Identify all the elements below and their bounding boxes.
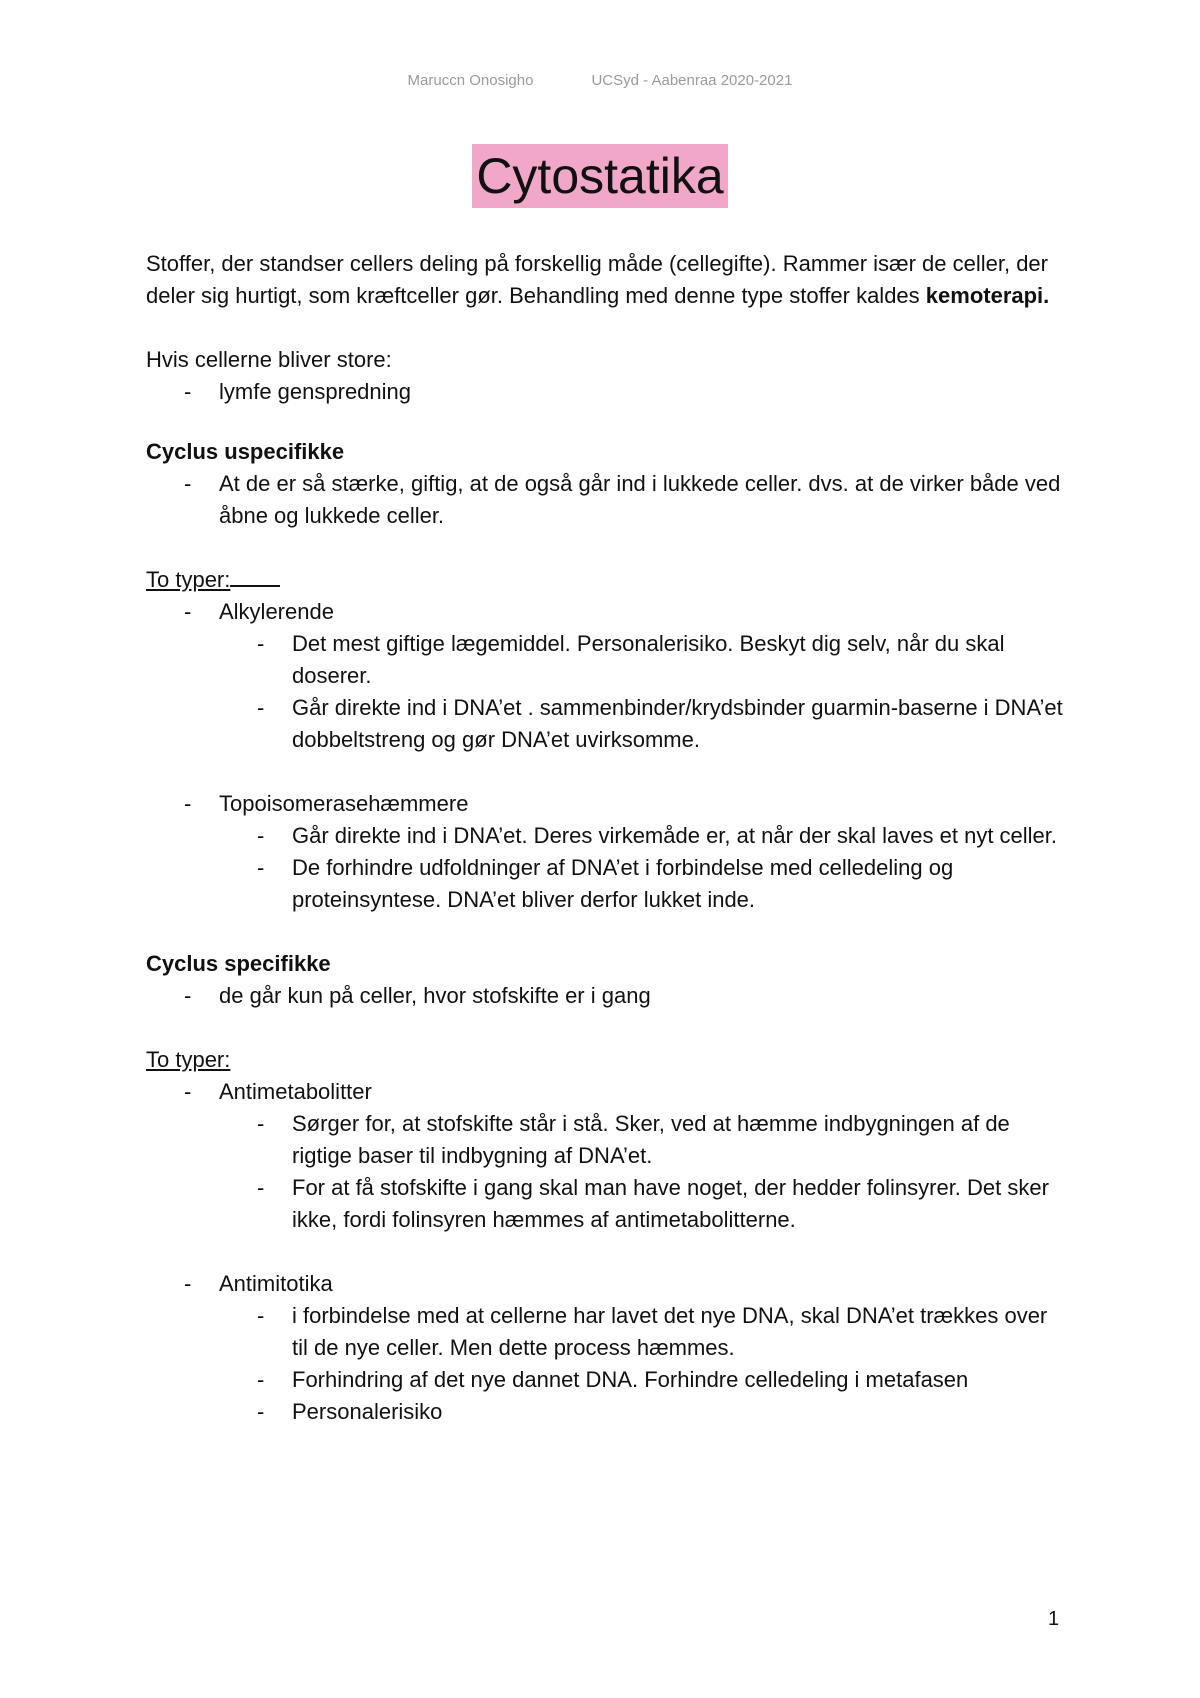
type-points xyxy=(219,820,1066,916)
specific-heading: Cyclus specifikke xyxy=(146,951,331,976)
list-item: - At de er så stærke, giftig, at de også går ind i lukkede celler. dvs. at de virker både ved åbne og lukkede celler. xyxy=(146,468,1066,532)
nonspecific-types-label xyxy=(146,564,1066,596)
intro-text: Stoffer, der standser cellers deling på forskellig måde (cellegifte). Rammer især de celler, der deler sig hurtigt, som kræftceller gør. Behandling med denne type stoffer kaldes xyxy=(146,251,1048,308)
types-label: To typer: xyxy=(146,1047,231,1072)
title-wrap xyxy=(0,144,1200,208)
list-item: - For at få stofskifte i gang skal man have noget, der hedder folinsyrer. Det sker ikke, fordi folinsyren hæmmes af antimetabolitterne. xyxy=(219,1172,1066,1236)
specific-types-list-2 xyxy=(146,1268,1066,1428)
header-author: Maruccn Onosigho xyxy=(407,72,534,89)
list-item: - Sørger for, at stofskifte står i stå. Sker, ved at hæmme indbygningen af de rigtige baser til indbygning af DNA’et. xyxy=(219,1108,1066,1172)
large-cells-list xyxy=(146,376,1066,408)
nonspecific-types-list xyxy=(146,596,1066,756)
list-item: - De forhindre udfoldninger af DNA’et i forbindelse med celledeling og proteinsyntese. DNA’et bliver derfor lukket inde. xyxy=(219,852,1066,916)
underline-trail xyxy=(230,565,280,587)
specific-types-label xyxy=(146,1044,1066,1076)
types-label: To typer: xyxy=(146,567,231,592)
type-name: Antimetabolitter xyxy=(219,1079,372,1104)
type-item-alkylerende xyxy=(146,596,1066,756)
intro-paragraph xyxy=(146,248,1066,312)
list-item: - Det mest giftige lægemiddel. Personalerisiko. Beskyt dig selv, når du skal doserer. xyxy=(219,628,1066,692)
type-points xyxy=(219,628,1066,756)
header-school: UCSyd - Aabenraa 2020-2021 xyxy=(591,72,793,89)
type-item-topoisomerase xyxy=(146,788,1066,916)
nonspecific-types-list-2 xyxy=(146,788,1066,916)
nonspecific-list xyxy=(146,468,1066,532)
type-name: Alkylerende xyxy=(219,599,334,624)
list-item: - de går kun på celler, hvor stofskifte er i gang xyxy=(146,980,1066,1012)
type-name: Antimitotika xyxy=(219,1271,333,1296)
type-name: Topoisomerasehæmmere xyxy=(219,791,469,816)
type-points xyxy=(219,1300,1066,1428)
list-item: - Forhindring af det nye dannet DNA. Forhindre celledeling i metafasen xyxy=(219,1364,1066,1396)
list-item: - Personalerisiko xyxy=(219,1396,1066,1428)
nonspecific-heading: Cyclus uspecifikke xyxy=(146,439,345,464)
type-item-antimitotika xyxy=(146,1268,1066,1428)
specific-list xyxy=(146,980,1066,1012)
list-item: - Går direkte ind i DNA’et. Deres virkemåde er, at når der skal laves et nyt celler. xyxy=(219,820,1066,852)
list-item: - lymfe genspredning xyxy=(146,376,1066,408)
list-item: - Går direkte ind i DNA’et . sammenbinder/krydsbinder guarmin-baserne i DNA’et dobbeltstreng og gør DNA’et uvirksomme. xyxy=(219,692,1066,756)
document-body xyxy=(146,248,1066,1428)
list-item: - i forbindelse med at cellerne har lavet det nye DNA, skal DNA’et trækkes over til de nye celler. Men dette process hæmmes. xyxy=(219,1300,1066,1364)
type-item-antimetabolitter xyxy=(146,1076,1066,1236)
type-points xyxy=(219,1108,1066,1236)
page-header xyxy=(0,72,1200,89)
page-title: Cytostatika xyxy=(472,144,727,208)
large-cells-heading: Hvis cellerne bliver store: xyxy=(146,347,392,372)
specific-types-list xyxy=(146,1076,1066,1236)
page-number: 1 xyxy=(1048,1608,1060,1630)
intro-bold-term: kemoterapi. xyxy=(925,283,1050,308)
